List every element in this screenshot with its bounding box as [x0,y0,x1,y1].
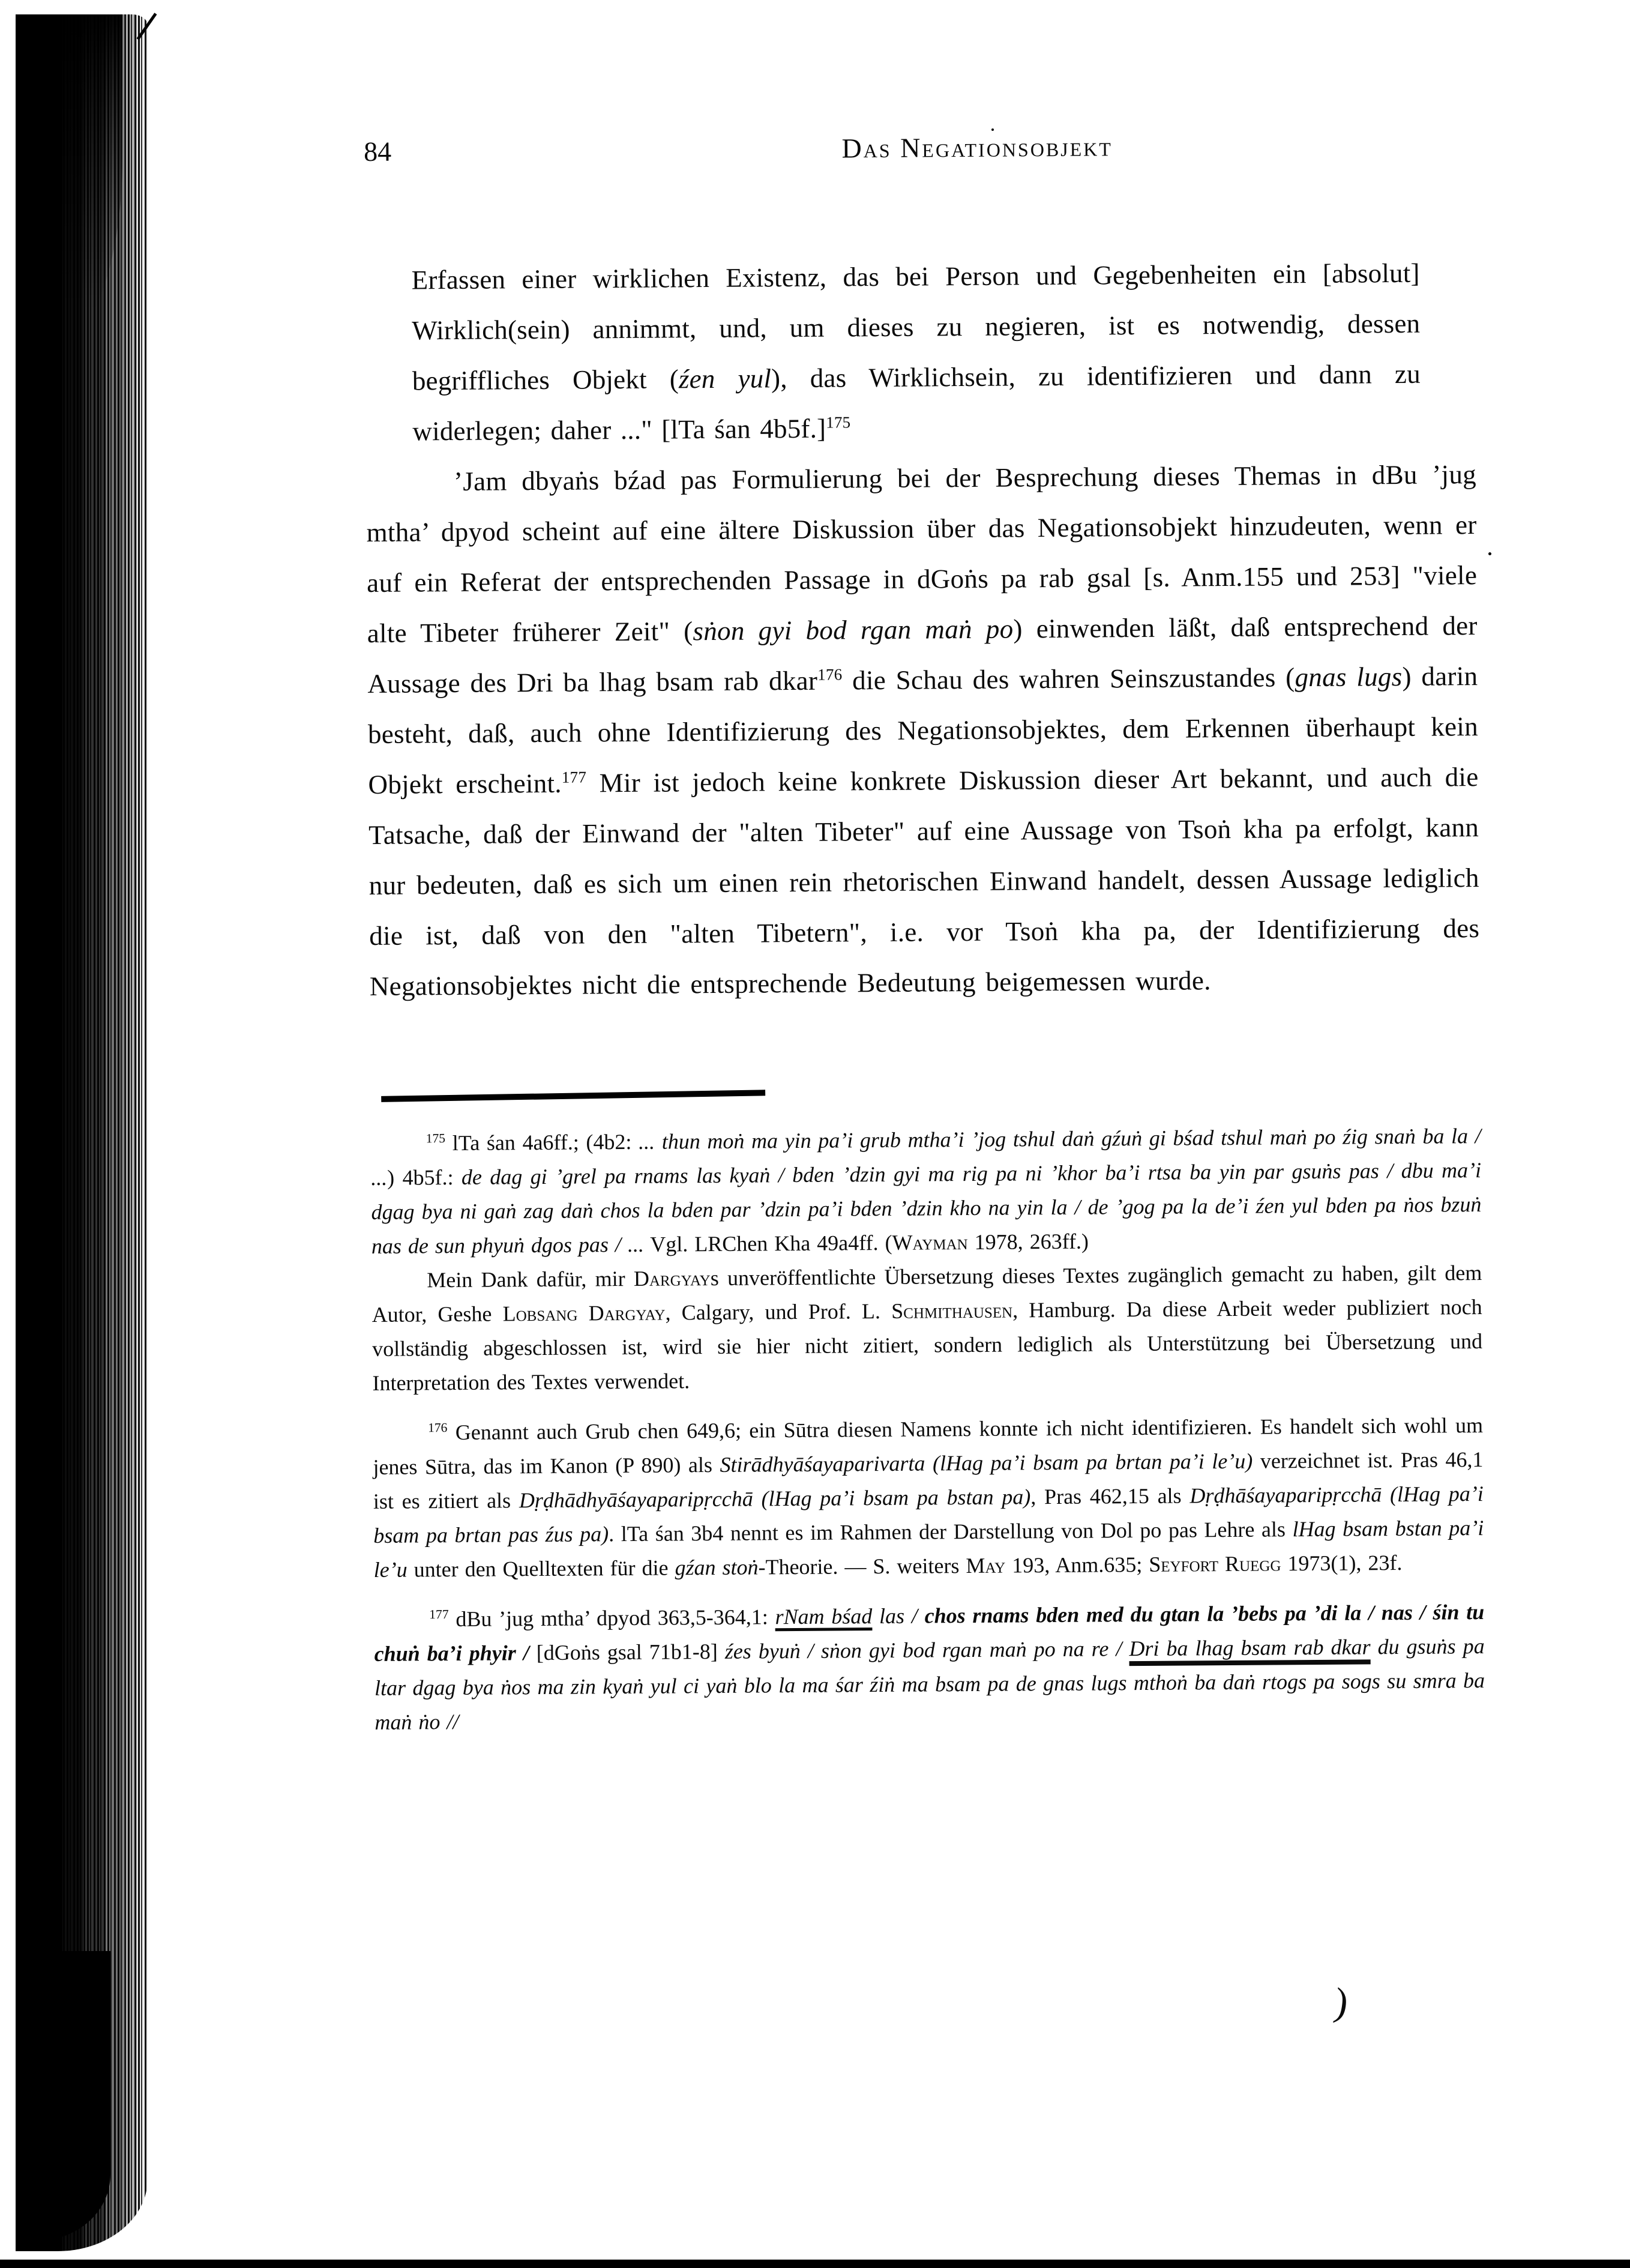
bottom-scan-bar [0,2260,1630,2268]
footnote-175 [371,1119,1483,1401]
footnote-177 [374,1595,1485,1740]
footnote-paragraph: Mein Dank dafür, mir Dargyays unveröffentlichte Übersetzung dieses Textes zugänglich gemacht zu haben, gilt dem Autor, Geshe Lobsang Dargyay, Calgary, und Prof. L. Schmithausen, Hamburg. Da diese Arbeit weder publiziert noch vollständig abgeschlossen ist, wird sie hier nicht zitiert, sondern lediglich als Unterstützung bei Übersetzung und Interpretation des Textes verwendet. [371,1261,1483,1395]
page-number: 84 [364,136,392,167]
scan-speck [991,128,994,131]
footnote-176 [373,1408,1484,1587]
scan-speck [1488,552,1491,555]
block-quote: Erfassen einer wirklichen Existenz, das bei Person und Gegebenheiten ein [absolut] Wirklich(sein) annimmt, und, um dieses zu negieren, ist es notwendig, dessen begriffliches Objekt (źen yul), das Wirklichsein, zu identifizieren und dann zu widerlegen; daher ..." [lTa śan 4b5f.]$^{175}$ [411,258,1421,447]
running-title: Das Negationsobjekt [841,131,1113,164]
book-binding-gutter-bottom [16,1951,110,2240]
page-content [364,128,1485,1740]
stray-paren-mark: ) [1332,1979,1352,2025]
footnote-paragraph: $^{176}$ Genannt auch Grub chen 649,6; ein Sūtra diesen Namens konnte ich nicht identifizieren. Es handelt sich wohl um jenes Sūtra, das im Kanon (P 890) als Stirādhyāśayaparivarta (lHag pa’i bsam pa brtan pa’i le’u) verzeichnet ist. Pras 46,1 ist es zitiert als Dṛḍhādhyāśayaparipṛcchā (lHag pa’i bsam pa bstan pa), Pras 462,15 als Dṛḍhāśayaparipṛcchā (lHag pa’i bsam pa brtan pas źus pa). lTa śan 3b4 nennt es im Rahmen der Darstellung von Dol po pas Lehre als lHag bsam bstan pa’i le’u unter den Quelltexten für die gźan stoṅ-Theorie. — S. weiters May 193, Anm.635; Seyfort Ruegg 1973(1), 23f. [373,1413,1484,1582]
footnotes-block [371,1119,1485,1740]
footnote-paragraph: $^{177}$ dBu ’jug mtha’ dpyod 363,5-364,1: rNam bśad las / chos rnams bden med du gtan la ’bebs pa ’di la / nas / śin tu chuṅ ba’i phyir / [dGoṅs gsal 71b1-8] źes byuṅ / sṅon gyi bod rgan maṅ po na re / Dri ba lhag bsam rab dkar du gsuṅs pa ltar dgag bya ṅos ma zin kyaṅ yul ci yaṅ blo la ma śar źiṅ ma bsam pa de gnas lugs mthoṅ ba daṅ rtogs pa sogs su smra ba maṅ ṅo // [374,1600,1485,1734]
page-header [364,128,1474,167]
footnote-paragraph: $^{175}$ lTa śan 4a6ff.; (4b2: ... thun moṅ ma yin pa’i grub mtha’i ’jog tshul daṅ gźuṅ gi bśad tshul maṅ po źig snaṅ ba la / ...) 4b5f.: de dag gi ’grel pa rnams las kyaṅ / bden ’dzin gyi ma rig pa ni ’khor ba’i rtsa ba yin par gsuṅs pas / dbu ma’i dgag bya ni gaṅ zag daṅ chos la bden par ’dzin pa’i bden ’dzin kho na yin la / de ’gog pa la de’i źen yul bden pa ṅos bzuṅ nas de sun phyuṅ dgos pas / ... Vgl. LRChen Kha 49a4ff. (Wayman 1978, 263ff.) [370,1124,1482,1258]
footnote-separator-rule [381,1090,765,1102]
body-paragraph: ’Jam dbyaṅs bźad pas Formulierung bei der Besprechung dieses Themas in dBu ’jug mtha’ dpyod scheint auf eine ältere Diskussion über das Negationsobjekt hinzudeuten, wenn er auf ein Referat der entsprechenden Passage in dGoṅs pa rab gsal [s. Anm.155 und 253] "viele alte Tibeter früherer Zeit" (sṅon gyi bod rgan maṅ po) einwenden läßt, daß entsprechend der Aussage des Dri ba lhag bsam rab dkar$^{176}$ die Schau des wahren Seinszustandes (gnas lugs) darin besteht, daß, auch ohne Identifizierung des Negationsobjektes, dem Erkennen überhaupt kein Objekt erscheint.$^{177}$ Mir ist jedoch keine konkrete Diskussion dieser Art bekannt, und auch die Tatsache, daß der Einwand der "alten Tibeter" auf eine Aussage von Tsoṅ kha pa erfolgt, kann nur bedeuten, daß es sich um einen rein rhetorischen Einwand handelt, dessen Aussage lediglich die ist, daß von den "alten Tibetern", i.e. vor Tsoṅ kha pa, der Identifizierung des Negationsobjektes nicht die entsprechende Bedeutung beigemessen wurde. [366,459,1480,1001]
